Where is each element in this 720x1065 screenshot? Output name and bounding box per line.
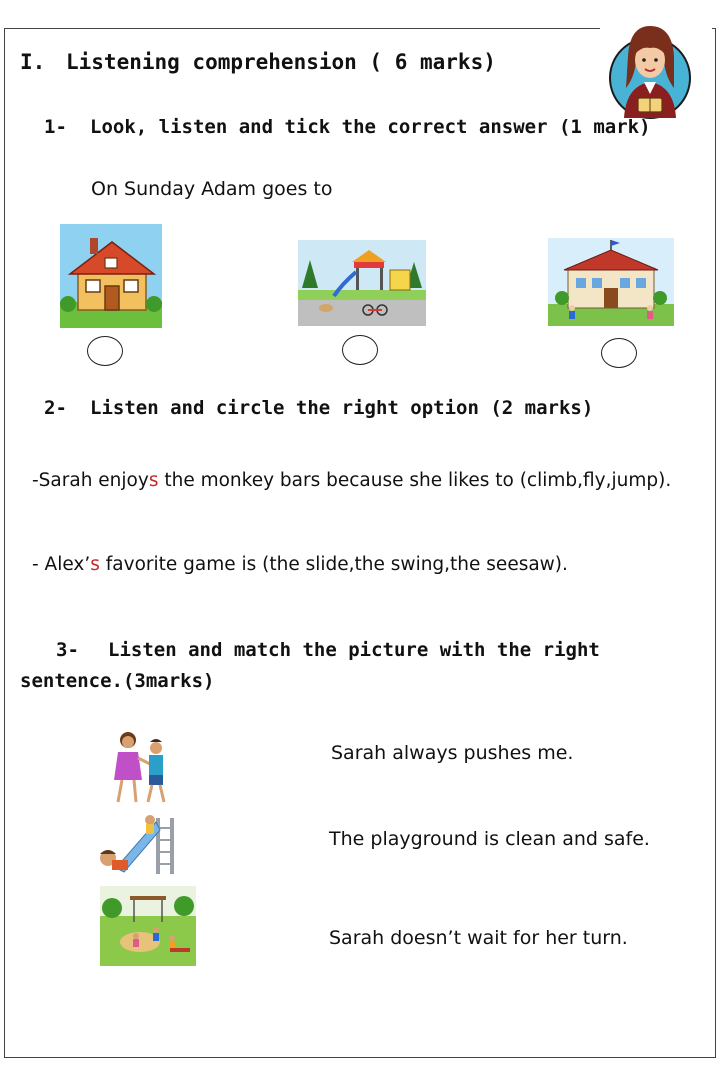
q2-sentence-2 [32, 554, 568, 575]
tick-circle-school[interactable] [601, 338, 637, 368]
q2-sentence-1-post: the monkey bars because she likes to (climb,fly,jump). [158, 470, 672, 491]
q2-number: 2- [44, 397, 67, 419]
q3-sentence-3: Sarah doesn’t wait for her turn. [329, 927, 628, 949]
q2-sentence-1-pre: -Sarah enjoy [32, 470, 149, 491]
slide-picture [96, 808, 182, 878]
park-picture [100, 886, 196, 966]
q2-sentence-2-red: s [90, 554, 100, 575]
q1-instruction: Look, listen and tick the correct answer (1 mark) [90, 116, 651, 138]
q2-sentence-2-pre: - Alex’ [32, 554, 91, 575]
q2-instruction: Listen and circle the right option (2 marks) [90, 397, 594, 419]
teacher-avatar-icon [608, 18, 692, 126]
q2-sentence-1 [32, 470, 671, 491]
q3-instruction-line1: Listen and match the picture with the right [108, 639, 600, 661]
children-pushing-picture [110, 728, 172, 808]
q3-instruction-line2: sentence.(3marks) [20, 670, 215, 692]
q2-sentence-1-red: s [148, 470, 159, 491]
q1-number: 1- [44, 116, 67, 138]
q3-number: 3- [56, 639, 79, 661]
tick-circle-playground[interactable] [342, 335, 378, 365]
q2-sentence-2-post: favorite game is (the slide,the swing,the seesaw). [99, 554, 568, 575]
q1-prompt: On Sunday Adam goes to [91, 178, 333, 200]
section-number: I. [20, 50, 46, 74]
playground-picture [298, 240, 426, 326]
q3-sentence-2: The playground is clean and safe. [329, 828, 650, 850]
tick-circle-house[interactable] [87, 336, 123, 366]
house-picture [60, 224, 162, 328]
section-title: Listening comprehension ( 6 marks) [66, 50, 496, 74]
school-picture [548, 238, 674, 326]
q3-sentence-1: Sarah always pushes me. [331, 742, 574, 764]
